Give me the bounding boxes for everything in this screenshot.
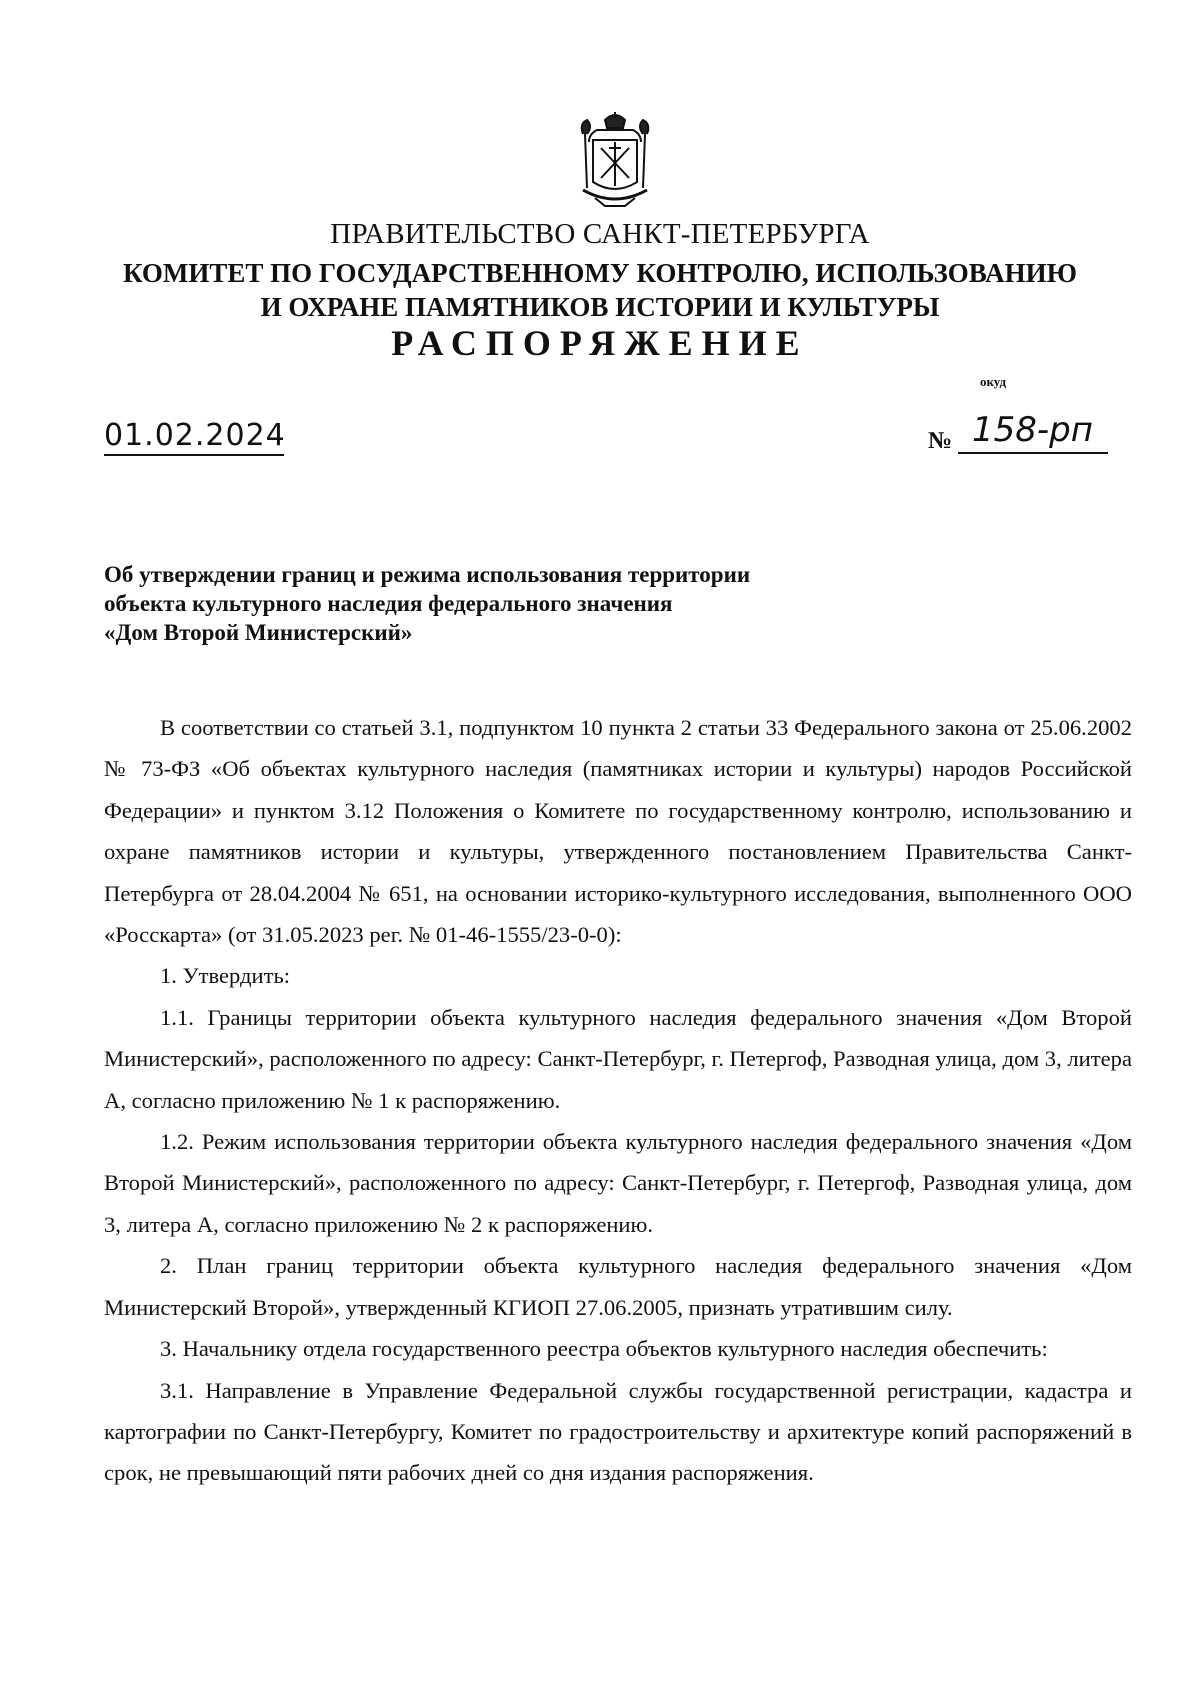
subject-line2: объекта культурного наследия федерального значения <box>104 591 673 616</box>
document-body <box>104 707 1132 1494</box>
document-subject <box>104 560 864 647</box>
document-date: 01.02.2024 <box>104 418 284 456</box>
government-title: ПРАВИТЕЛЬСТВО САНКТ-ПЕТЕРБУРГА <box>330 218 870 250</box>
coat-of-arms-emblem <box>575 112 655 212</box>
okud-label: окуд <box>980 374 1007 389</box>
body-paragraph: В соответствии со статьей 3.1, подпунктом 10 пункта 2 статьи 33 Федерального закона от 25.06.2002 № 73-ФЗ «Об объектах культурного наследия (памятниках истории и культуры) народов Российской Федерации» и пунктом 3.12 Положения о Комитете по государственному контролю, использованию и охране памятников истории и культуры, утвержденного постановлением Правительства Санкт-Петербурга от 28.04.2004 № 651, на основании историко-культурного исследования, выполненного ООО «Росскарта» (от 31.05.2023 рег. № 01-46-1555/23-0-0): <box>104 715 1132 948</box>
body-paragraph: 3. Начальнику отдела государственного реестра объектов культурного наследия обеспечить: <box>160 1336 1048 1362</box>
committee-name-line2: И ОХРАНЕ ПАМЯТНИКОВ ИСТОРИИ И КУЛЬТУРЫ <box>260 292 940 322</box>
body-paragraph: 1. Утвердить: <box>160 963 291 989</box>
subject-line3: «Дом Второй Министерский» <box>104 620 413 645</box>
number-sign: № <box>928 428 953 454</box>
subject-line1: Об утверждении границ и режима использования территории <box>104 562 751 587</box>
body-paragraph: 1.2. Режим использования территории объекта культурного наследия федерального значения «Дом Второй Министерский», расположенного по адресу: Санкт-Петербург, г. Петергоф, Разводная улица, дом 3, литера А, согласно приложению № 2 к распоряжению. <box>104 1129 1132 1237</box>
document-number <box>928 410 1108 456</box>
committee-name-line1: КОМИТЕТ ПО ГОСУДАРСТВЕННОМУ КОНТРОЛЮ, ИСПОЛЬЗОВАНИЮ <box>123 258 1077 288</box>
number-value: 158-рп <box>972 410 1093 450</box>
body-paragraph: 3.1. Направление в Управление Федеральной службы государственной регистрации, кадастра и картографии по Санкт-Петербургу, Комитет по градостроительству и архитектуре копий распоряжений в срок, не превышающий пяти рабочих дней со дня издания распоряжения. <box>104 1377 1132 1486</box>
committee-name <box>0 256 1200 324</box>
body-paragraph: 2. План границ территории объекта культурного наследия федерального значения «Дом Министерский Второй», утвержденный КГИОП 27.06.2005, признать утратившим силу. <box>104 1253 1132 1320</box>
body-paragraph: 1.1. Границы территории объекта культурного наследия федерального значения «Дом Второй Министерский», расположенного по адресу: Санкт-Петербург, г. Петергоф, Разводная улица, дом 3, литера А, согласно приложению № 1 к распоряжению. <box>104 1004 1132 1113</box>
number-underline <box>958 452 1108 454</box>
document-type: РАСПОРЯЖЕНИЕ <box>391 323 809 363</box>
